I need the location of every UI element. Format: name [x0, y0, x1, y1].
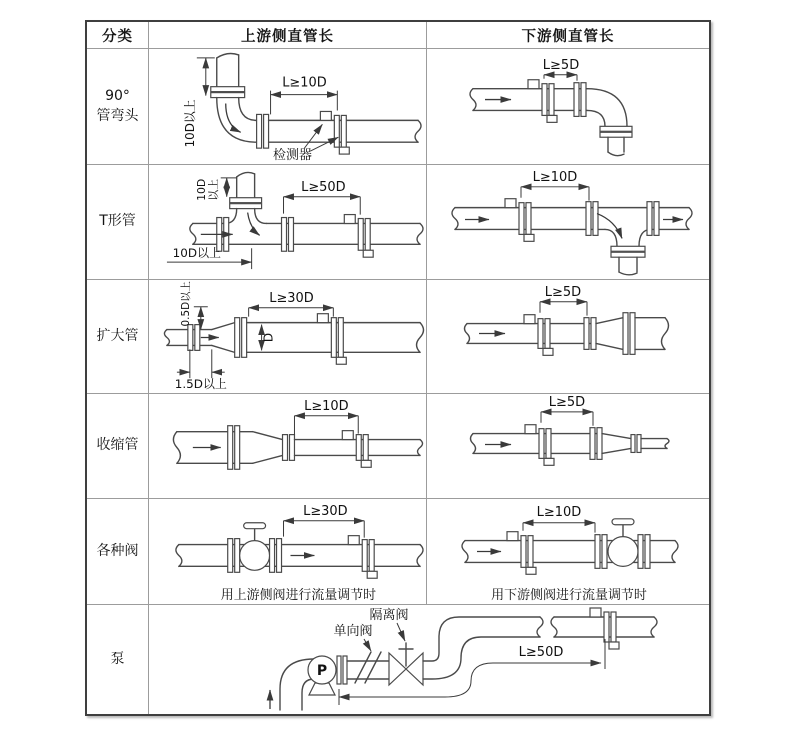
pump-letter: P: [316, 663, 328, 679]
dim-label-pump-length: L≥50D: [518, 645, 564, 660]
dimension-graphic: [521, 187, 589, 201]
category-cell-valves: [87, 499, 149, 605]
dim-label-up-length: L≥30D: [303, 503, 348, 519]
cell-expansion-upstream: [149, 280, 427, 394]
pipe-graphic: [270, 608, 657, 710]
dimension-graphic: [540, 302, 587, 316]
isolation-valve-label: 隔离阀: [369, 608, 409, 623]
category-cell-pump: [87, 605, 149, 714]
diagram-pump: [149, 605, 709, 714]
category-cell-expansion: [87, 280, 149, 394]
pipe-graphic: [176, 523, 423, 578]
dimension-graphic: [544, 75, 577, 81]
dim-label-down-length: L≥5D: [544, 284, 582, 300]
pipe-graphic: [173, 426, 422, 470]
dim-label-up-length: L≥10D: [304, 398, 349, 414]
dim-label-cone: 1.5D以上: [174, 377, 227, 392]
cell-contraction-downstream: [427, 394, 709, 499]
category-cell-tee: [87, 165, 149, 280]
cell-valves-upstream: [149, 499, 427, 605]
dim-label-up-vertical: 10D以上: [182, 99, 197, 148]
dim-label-up-length: L≥30D: [269, 290, 314, 306]
category-tee-label: T形管: [99, 213, 136, 230]
dim-label-up-length: L≥50D: [301, 179, 346, 195]
dimension-graphic: [523, 523, 595, 533]
pipe-graphic: [164, 314, 423, 365]
header-downstream: [427, 22, 709, 49]
category-valves-label: 各种阀: [96, 542, 139, 559]
cell-pump: [149, 605, 709, 714]
header-downstream-label: 下游侧直管长: [521, 28, 615, 45]
dim-label-vertical-l2: 以上: [206, 178, 220, 201]
dim-label-down-length: L≥10D: [536, 504, 582, 520]
diagram-elbow-upstream: [149, 49, 426, 164]
category-pump-label: 泵: [110, 650, 125, 667]
dim-label-offset: 0.5D以上: [179, 281, 192, 327]
header-category-label: 分类: [102, 28, 133, 45]
diagram-tee-downstream: [427, 165, 709, 279]
cell-valves-downstream: [427, 499, 709, 605]
cell-elbow-upstream: [149, 49, 427, 165]
pipe-length-table: [85, 20, 711, 716]
category-elbow-line1: 90°: [105, 87, 130, 104]
cell-expansion-downstream: [427, 280, 709, 394]
header-upstream: [149, 22, 427, 49]
dim-label-diameter: D: [261, 332, 276, 343]
pipe-graphic: [211, 54, 421, 155]
dim-label-down-length: L≥5D: [548, 394, 586, 410]
diagram-expansion-downstream: [427, 280, 709, 393]
category-elbow-line2: 管弯头: [96, 107, 139, 124]
detector-label: 检测器: [273, 148, 312, 164]
diagram-contraction-downstream: [427, 394, 709, 498]
dim-label-vertical-l1: 10D: [194, 178, 208, 201]
diagram-tee-upstream: [149, 165, 426, 279]
caption-downstream-valve: 用下游侧阀进行流量调节时: [491, 588, 647, 604]
diagram-valves-upstream: [149, 499, 426, 604]
category-cell-elbow: [87, 49, 149, 165]
diagram-elbow-downstream: [427, 49, 709, 164]
cell-elbow-downstream: [427, 49, 709, 165]
dim-label-down-length: L≥5D: [542, 57, 580, 73]
pipe-graphic: [452, 199, 692, 275]
check-valve-label: 单向阀: [333, 624, 373, 639]
dim-label-up-length: L≥10D: [282, 75, 327, 91]
category-cell-contraction: [87, 394, 149, 499]
dimension-graphic: [339, 623, 605, 705]
dim-label-inlet: 10D以上: [172, 246, 221, 261]
pipe-graphic: [462, 519, 678, 574]
dim-label-down-length: L≥10D: [532, 169, 578, 185]
cell-tee-downstream: [427, 165, 709, 280]
caption-upstream-valve: 用上游侧阀进行流量调节时: [220, 588, 377, 604]
header-upstream-label: 上游侧直管长: [241, 28, 334, 45]
cell-contraction-upstream: [149, 394, 427, 499]
pipe-graphic: [471, 425, 670, 466]
category-contraction-label: 收缩管: [96, 437, 139, 454]
pipe-graphic: [470, 80, 632, 156]
header-category: [87, 22, 149, 49]
diagram-valves-downstream: [427, 499, 709, 604]
dimension-graphic: [541, 412, 593, 426]
diagram-contraction-upstream: [149, 394, 426, 498]
category-expansion-label: 扩大管: [96, 327, 139, 344]
diagram-expansion-upstream: [149, 280, 426, 393]
pipe-graphic: [465, 313, 669, 356]
cell-tee-upstream: [149, 165, 427, 280]
